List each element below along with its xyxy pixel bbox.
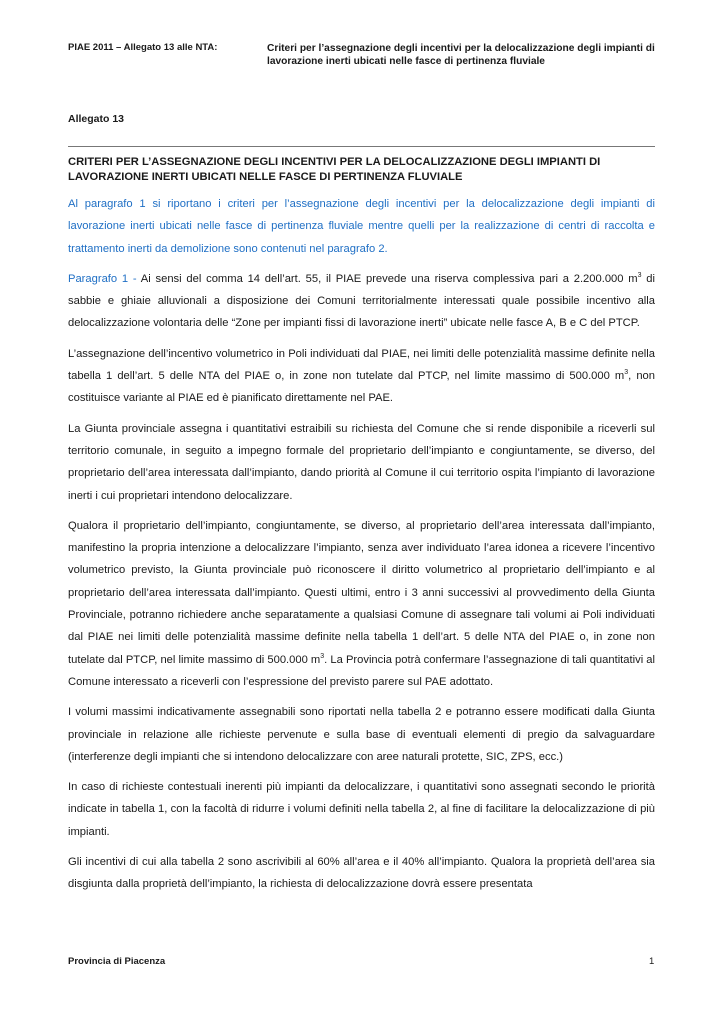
page-number: 1 [649, 956, 655, 967]
paragraph-4-superscript: 3 [320, 652, 325, 660]
annex-label: Allegato 13 [68, 113, 125, 125]
paragraph-4-text-b: . La Provincia potrà confermare l’assegnazione di tali quantitativi al Comune interessato a riceverli con l’espressione del previsto parere sul PAE adottato. [68, 653, 656, 688]
paragraph-6: In caso di richieste contestuali inerenti più impianti da delocalizzare, i quantitativi sono assegnati secondo le priorità indicate in tabella 1, con la facoltà di ridurre i volumi definiti nella tabella 2, al fine di facilitare la delocalizzazione di più impianti. [68, 781, 655, 838]
paragraph-2-text-b: , non costituisce variante al PIAE ed è pianificato direttamente nel PAE. [68, 370, 655, 405]
header-doc-reference: PIAE 2011 – Allegato 13 alle NTA: [68, 42, 218, 53]
header-divider [68, 146, 655, 147]
paragraph-7: Gli incentivi di cui alla tabella 2 sono ascrivibili al 60% all’area e il 40% all’impianto. Qualora la proprietà dell’area sia disgiunta dalla proprietà dell’impianto, la richiesta di delocalizzazione dovrà essere presentata [68, 856, 655, 891]
paragraph-5: I volumi massimi indicativamente assegnabili sono riportati nella tabella 2 e potranno essere modificati dalla Giunta provinciale in relazione alle richieste pervenute e sulla base di eventuali elementi di pregio da salvaguardare (interferenze degli impianti che si intendono delocalizzare con aree naturali protette, SIC, ZPS, ecc.) [68, 706, 655, 763]
paragraph-3: La Giunta provinciale assegna i quantitativi estraibili su richiesta del Comune che si rende disponibile a riceverli sul territorio comunale, in seguito a impegno formale del proprietario dell’impianto e congiuntamente, se diverso, del proprietario dell’area interessata dall’impianto, dando priorità al Comune il cui territorio ospita l’impianto di lavorazione inerti i cui proprietari intendono delocalizzare. [68, 422, 655, 502]
paragraph-2 [68, 343, 655, 410]
footer-organization: Provincia di Piacenza [68, 956, 166, 967]
paragraph-1-label: Paragrafo 1 - [68, 272, 137, 285]
paragraph-1-superscript: 3 [637, 271, 642, 279]
paragraph-4 [68, 515, 655, 693]
intro-paragraph: Al paragrafo 1 si riportano i criteri per l’assegnazione degli incentivi per la delocalizzazione degli impianti di lavorazione inerti ubicati nelle fasce di pertinenza fluviale mentre quelli per la realizzazione di centri di raccolta e trattamento inerti da demolizione sono contenuti nel paragrafo 2. [68, 198, 655, 255]
paragraph-2-text-a: L’assegnazione dell’incentivo volumetrico in Poli individuati dal PIAE, nei limiti delle potenzialità massime definite nella tabella 1 dell’art. 5 delle NTA del PIAE o, in zone non tutelate dal PTCP, nel limite massimo di 500.000 m [68, 347, 655, 383]
paragraph-2-superscript: 3 [624, 369, 629, 377]
header-doc-subject: Criteri per l’assegnazione degli incentivi per la delocalizzazione degli impianti di lavorazione inerti ubicati nelle fasce di pertinenza fluviale [267, 43, 655, 67]
paragraph-4-text-a: Qualora il proprietario dell’impianto, congiuntamente, se diverso, al proprietario dell’area interessata dall’impianto, manifestino la propria intenzione a delocalizzare l’impianto, senza aver individuato l’area idonea a ricevere l’incentivo volumetrico previsto, la Giunta provinciale può riconoscere il diritto volumetrico al proprietario dell’impianto e al proprietario dell’area interessata dall’impianto. Questi ultimi, entro i 3 anni successivi al provvedimento della Giunta Provinciale, potranno richiedere anche separatamente a qualsiasi Comune di assegnare tali volumi ai Poli individuati dal PIAE nei limiti delle potenzialità massime definite nella tabella 1 dell’art. 5 delle NTA del PIAE o, in zone non tutelate dal PTCP, nel limite massimo di 500.000 m [68, 519, 655, 666]
paragraph-1-text-a: Ai sensi del comma 14 dell’art. 55, il PIAE prevede una riserva complessiva pari a 2.200.000 m [136, 272, 638, 285]
paragraph-1 [68, 268, 655, 335]
document-body [68, 193, 655, 904]
paragraph-1-text-b: di sabbie e ghiaie alluvionali a disposizione dei Comuni territorialmente interessati quale possibile incentivo alla delocalizzazione volontaria delle “Zone per impianti fissi di lavorazione inerti” ubicate nelle fasce A, B e C del PTCP. [68, 272, 655, 330]
document-title: CRITERI PER L’ASSEGNAZIONE DEGLI INCENTIVI PER LA DELOCALIZZAZIONE DEGLI IMPIANTI DI LAVORAZIONE INERTI UBICATI NELLE FASCE DI PERTINENZA FLUVIALE [68, 156, 601, 183]
